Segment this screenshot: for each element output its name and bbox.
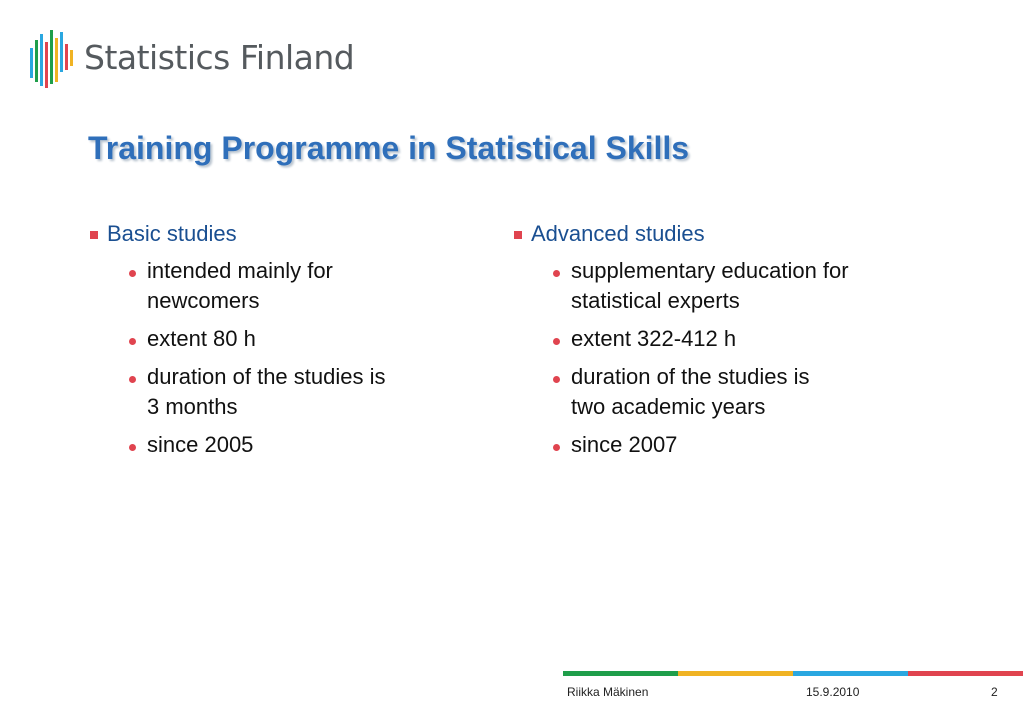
round-bullet-icon <box>129 338 136 345</box>
footer-bar-blue <box>793 671 908 676</box>
list-item: duration of the studies is 3 months <box>128 362 488 422</box>
basic-studies-list <box>88 256 488 460</box>
basic-studies-column <box>88 220 488 468</box>
footer-bar-red <box>908 671 1023 676</box>
footer-bar-green <box>563 671 678 676</box>
slide-title: Training Programme in Statistical Skills <box>88 130 690 166</box>
footer-date: 15.9.2010 <box>806 685 860 699</box>
list-item: since 2005 <box>128 430 488 460</box>
footer-color-bar <box>563 671 1023 676</box>
logo-text: Statistics Finland <box>84 38 355 77</box>
list-item: extent 80 h <box>128 324 488 354</box>
round-bullet-icon <box>129 444 136 451</box>
advanced-studies-column <box>512 220 912 468</box>
footer-author: Riikka Mäkinen <box>567 685 649 699</box>
list-item: duration of the studies is two academic years <box>552 362 912 422</box>
round-bullet-icon <box>553 444 560 451</box>
list-item: extent 322-412 h <box>552 324 912 354</box>
statistics-finland-stripes-logo-icon <box>28 28 78 90</box>
advanced-studies-list <box>512 256 912 460</box>
list-item: supplementary education for statistical experts <box>552 256 912 316</box>
square-bullet-icon <box>514 231 522 239</box>
square-bullet-icon <box>90 231 98 239</box>
round-bullet-icon <box>553 376 560 383</box>
round-bullet-icon <box>553 338 560 345</box>
round-bullet-icon <box>129 376 136 383</box>
list-item: intended mainly for newcomers <box>128 256 488 316</box>
round-bullet-icon <box>129 270 136 277</box>
footer-bar-yellow <box>678 671 793 676</box>
advanced-studies-heading: Advanced studies <box>512 220 912 248</box>
footer-page-number: 2 <box>991 685 998 699</box>
round-bullet-icon <box>553 270 560 277</box>
basic-studies-heading: Basic studies <box>88 220 488 248</box>
list-item: since 2007 <box>552 430 912 460</box>
